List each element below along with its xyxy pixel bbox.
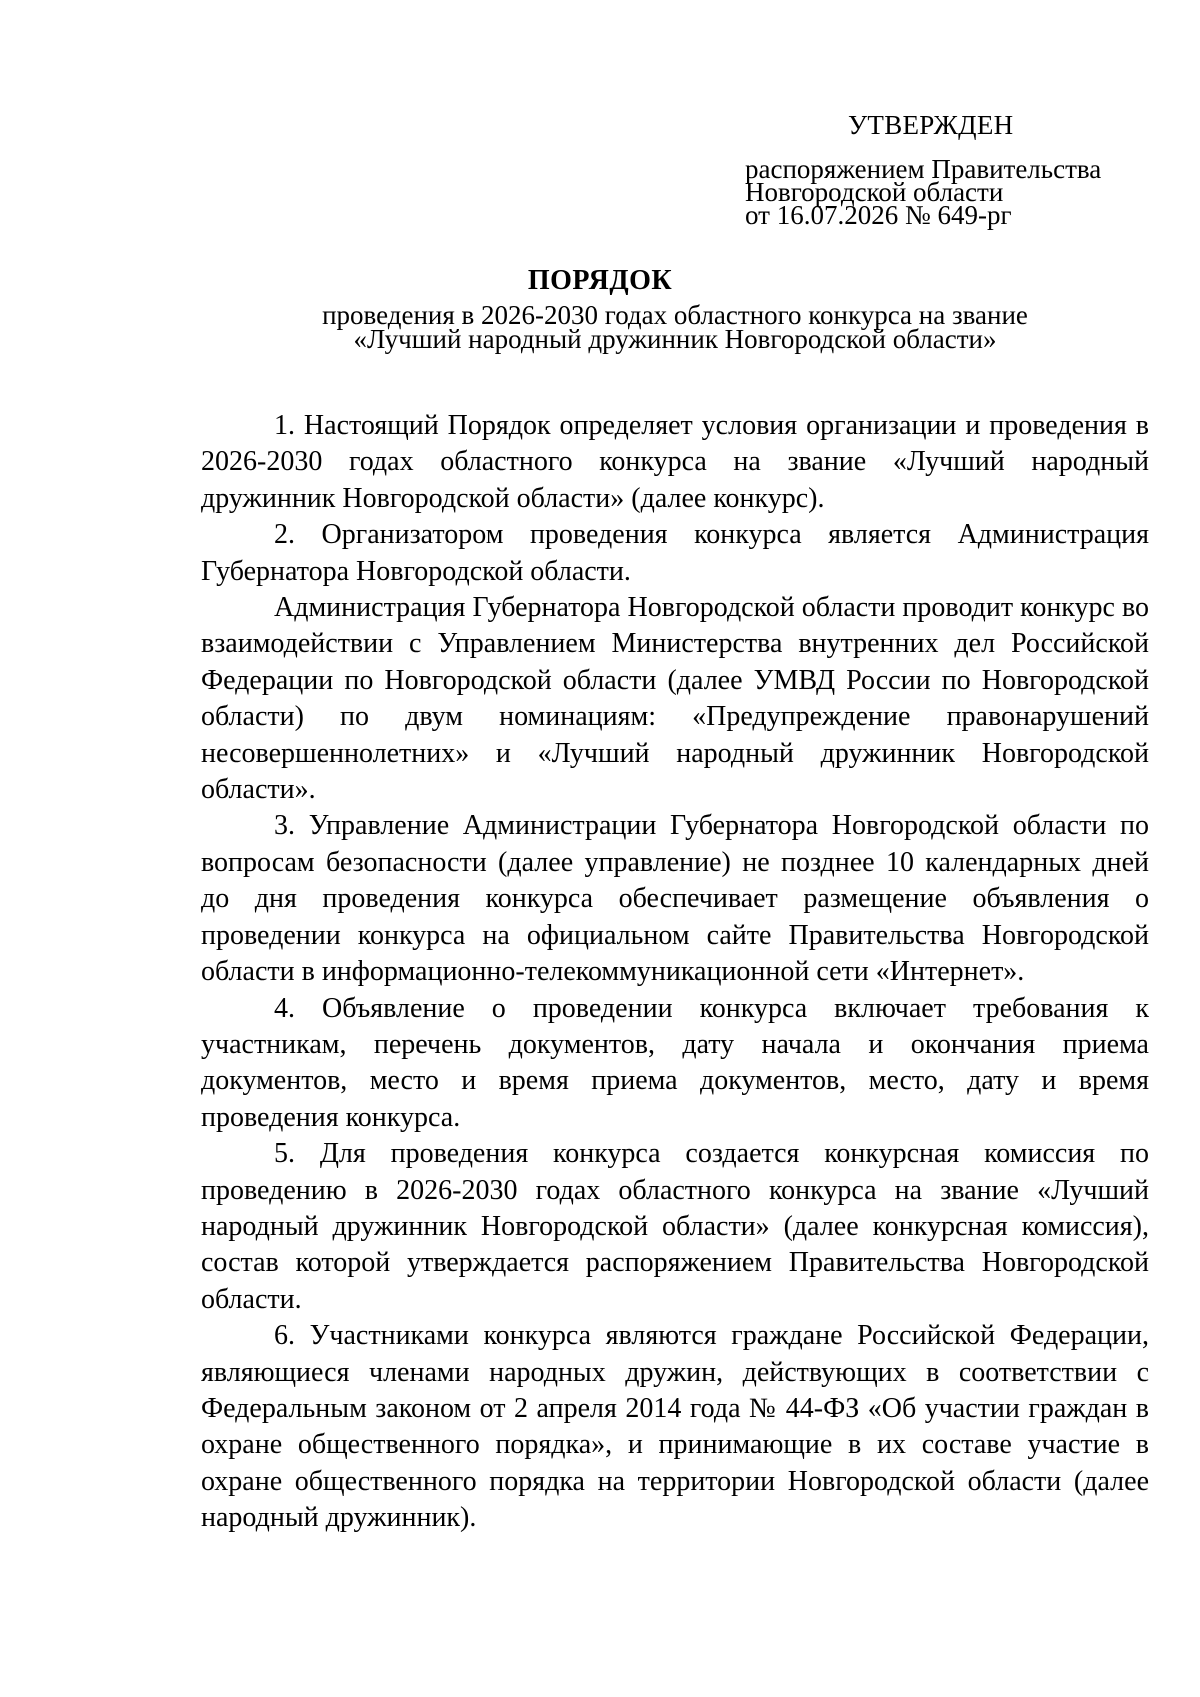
paragraph-3: 3. Управление Администрации Губернатора Новгородской области по вопросам безопасности (далее управление) не позднее 10 календарных дней до дня проведения конкурса обеспечивает размещение объявления о проведении конкурса на официальном сайте Правительства Новгородской области в информационно-телекоммуникационной сети «Интернет».: [201, 810, 1149, 988]
paragraph-1: 1. Настоящий Порядок определяет условия организации и проведения в 2026-2030 годах областного конкурса на звание «Лучший народный дружинник Новгородской области» (далее конкурс).: [201, 410, 1149, 514]
approval-line-2: Новгородской области: [745, 177, 1004, 207]
document-subtitle-line-2: «Лучший народный дружинник Новгородской области»: [353, 324, 997, 354]
document-subtitle: [200, 300, 1150, 354]
document-subtitle-line-1: проведения в 2026-2030 годах областного конкурса на звание: [322, 300, 1028, 330]
approval-line-3: от 16.07.2026 № 649-рг: [745, 200, 1012, 230]
paragraph-2-continued: Администрация Губернатора Новгородской области проводит конкурс во взаимодействии с Управлением Министерства внутренних дел Российской Федерации по Новгородской области (далее УМВД России по Новгородской области) по двум номинациям: «Предупреждение правонарушений несовершеннолетних» и «Лучший народный дружинник Новгородской области».: [201, 592, 1149, 806]
paragraph-6: 6. Участниками конкурса являются граждане Российской Федерации, являющиеся членами народных дружин, действующих в соответствии с Федеральным законом от 2 апреля 2014 года № 44-ФЗ «Об участии граждан в охране общественного порядка», и принимающие в их составе участие в охране общественного порядка на территории Новгородской области (далее народный дружинник).: [201, 1320, 1149, 1534]
approval-title: УТВЕРЖДЕН: [848, 110, 1014, 140]
paragraph-2: 2. Организатором проведения конкурса является Администрация Губернатора Новгородской области.: [201, 519, 1149, 587]
document-body: [201, 408, 1149, 1537]
paragraph-4: 4. Объявление о проведении конкурса включает требования к участникам, перечень документов, дату начала и окончания приема документов, место и время приема документов, место, дату и время проведения конкурса.: [201, 992, 1149, 1133]
paragraph-5: 5. Для проведения конкурса создается конкурсная комиссия по проведению в 2026-2030 годах областного конкурса на звание «Лучший народный дружинник Новгородской области» (далее конкурсная комиссия), состав которой утверждается распоряжением Правительства Новгородской области.: [201, 1138, 1149, 1315]
approval-stamp: [745, 108, 1165, 230]
approval-line-1: распоряжением Правительства: [745, 154, 1102, 184]
document-title: ПОРЯДОК: [527, 265, 673, 296]
